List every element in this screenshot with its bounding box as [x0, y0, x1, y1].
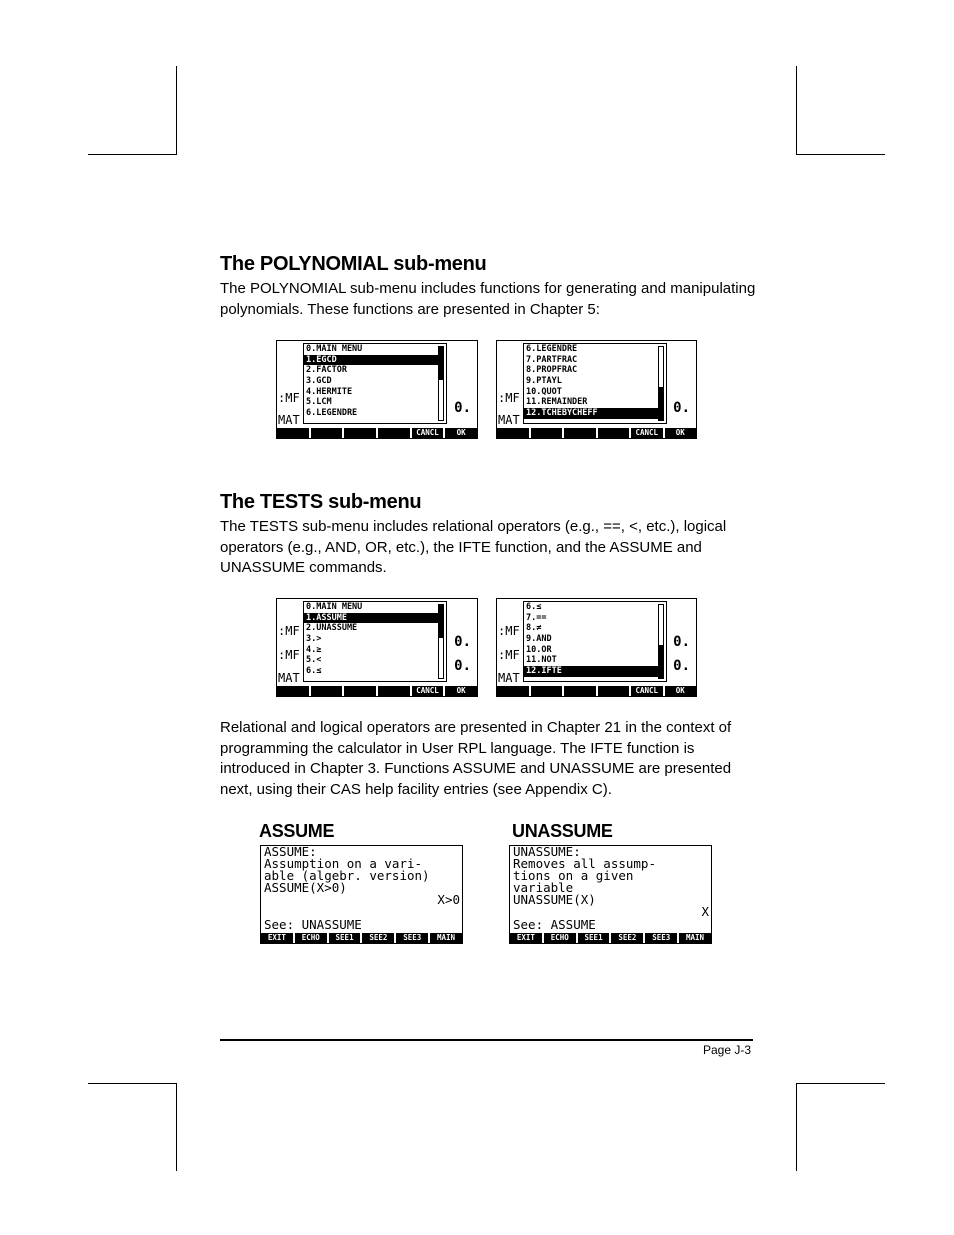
menu-item[interactable]: 3.> — [306, 634, 322, 645]
menu-item[interactable]: 7.== — [526, 612, 547, 623]
scrollbar-thumb[interactable] — [439, 347, 443, 380]
help-line: UNASSUME(X) — [513, 892, 596, 907]
menu-item[interactable]: 10.OR — [526, 644, 552, 655]
scrollbar-thumb[interactable] — [439, 605, 443, 638]
softkey-see1[interactable]: SEE1 — [576, 933, 610, 943]
help-line: ASSUME: — [264, 845, 317, 859]
softkey-blank[interactable] — [529, 428, 563, 438]
softkey-blank[interactable] — [277, 428, 309, 438]
help-line: Assumption on a vari- — [264, 856, 423, 871]
stack-label: :MF — [278, 391, 300, 405]
softkey-ok[interactable]: OK — [663, 686, 697, 696]
softkey-blank[interactable] — [497, 428, 529, 438]
crop-mark — [88, 154, 177, 155]
menu-item[interactable]: 8.PROPFRAC — [526, 365, 578, 376]
softkey-see2[interactable]: SEE2 — [609, 933, 643, 943]
softkey-ok[interactable]: OK — [663, 428, 697, 438]
softkey-blank[interactable] — [529, 686, 563, 696]
softkey-blank[interactable] — [596, 686, 630, 696]
stack-value: 0. — [454, 634, 471, 650]
softkey-cancl[interactable]: CANCL — [410, 428, 444, 438]
menu-item[interactable]: 0.MAIN MENU — [306, 344, 363, 354]
softkey-blank[interactable] — [309, 686, 343, 696]
softkey-echo[interactable]: ECHO — [542, 933, 576, 943]
softkey-cancl[interactable]: CANCL — [410, 686, 444, 696]
menu-item[interactable]: 4.HERMITE — [306, 386, 353, 397]
crop-mark — [88, 1083, 177, 1084]
section-body-polynomial: The POLYNOMIAL sub-menu includes functions for generating and manipulating polynomials. These functions are presented in Chapter 5: — [220, 280, 756, 318]
softkey-main[interactable]: MAIN — [677, 933, 711, 943]
softkey-cancl[interactable]: CANCL — [629, 428, 663, 438]
help-line: UNASSUME: — [513, 845, 581, 859]
stack-value: 0. — [454, 658, 471, 674]
calculator-screen-polynomial-2 — [496, 340, 697, 439]
soft-menu-bar — [277, 428, 477, 438]
caption-assume: ASSUME — [259, 821, 335, 841]
menu-item[interactable]: 8.≠ — [526, 623, 542, 634]
softkey-blank[interactable] — [596, 428, 630, 438]
softkey-echo[interactable]: ECHO — [293, 933, 327, 943]
menu-item[interactable]: 11.REMAINDER — [526, 397, 588, 408]
softkey-ok[interactable]: OK — [443, 686, 477, 696]
softkey-blank[interactable] — [376, 428, 410, 438]
menu-item-selected[interactable]: 1.ASSUME — [304, 613, 438, 624]
crop-mark — [176, 1083, 177, 1171]
soft-menu-bar — [497, 686, 696, 696]
menu-item[interactable]: 6.LEGENDRE — [526, 344, 578, 354]
crop-mark — [796, 154, 885, 155]
softkey-cancl[interactable]: CANCL — [629, 686, 663, 696]
menu-item[interactable]: 11.NOT — [526, 655, 557, 666]
crop-mark — [796, 1083, 797, 1171]
section-body-relational: Relational and logical operators are presented in Chapter 21 in the context of programming the calculator in User RPL language. The IFTE function is introduced in Chapter 3. Functions ASSUME and UNASSUME are presented next, using their CAS help facility entries (see Appendix C). — [220, 719, 732, 798]
help-line: ASSUME(X>0) — [264, 880, 347, 895]
help-screen-assume — [260, 845, 463, 944]
stack-value: 0. — [673, 658, 690, 674]
scrollbar[interactable] — [658, 604, 664, 679]
calculator-screen-tests-2 — [496, 598, 697, 697]
menu-item[interactable]: 6.LEGENDRE — [306, 408, 358, 419]
menu-item[interactable]: 9.AND — [526, 634, 552, 645]
softkey-see3[interactable]: SEE3 — [394, 933, 428, 943]
softkey-blank[interactable] — [562, 686, 596, 696]
stack-label: :MF — [498, 648, 520, 662]
scrollbar[interactable] — [438, 346, 444, 421]
soft-menu-bar — [277, 686, 477, 696]
menu-item[interactable]: 6.≤ — [306, 666, 322, 677]
section-heading-tests: The TESTS sub-menu — [220, 491, 422, 513]
menu-item-selected[interactable]: 12.TCHEBYCHEFF — [524, 408, 658, 419]
help-see: See: ASSUME — [513, 917, 596, 932]
soft-menu-bar — [510, 933, 711, 943]
stack-label: MAT — [498, 413, 520, 427]
scrollbar[interactable] — [658, 346, 664, 421]
help-result: X — [701, 904, 709, 919]
softkey-exit[interactable]: EXIT — [516, 933, 535, 942]
choose-box — [523, 343, 667, 424]
calculator-screen-tests-1 — [276, 598, 478, 697]
menu-item[interactable]: 2.FACTOR — [306, 365, 347, 376]
softkey-exit[interactable]: EXIT — [267, 933, 286, 942]
softkey-blank[interactable] — [376, 686, 410, 696]
stack-value: 0. — [454, 400, 471, 416]
menu-item[interactable]: 7.PARTFRAC — [526, 354, 578, 365]
help-line: variable — [513, 880, 574, 895]
crop-mark — [176, 66, 177, 154]
scrollbar-thumb[interactable] — [659, 387, 663, 420]
menu-item[interactable]: 0.MAIN MENU — [306, 602, 363, 612]
section-heading-polynomial: The POLYNOMIAL sub-menu — [220, 253, 487, 275]
help-line: tions on a given — [513, 868, 634, 883]
softkey-blank[interactable] — [342, 428, 376, 438]
softkey-blank[interactable] — [497, 686, 529, 696]
stack-label: MAT — [278, 671, 300, 685]
menu-item[interactable]: 9.PTAYL — [526, 376, 562, 387]
scrollbar[interactable] — [438, 604, 444, 679]
menu-item-selected[interactable]: 1.EGCD — [304, 355, 438, 366]
menu-item[interactable]: 3.GCD — [306, 376, 332, 387]
footer-rule — [220, 1039, 753, 1041]
soft-menu-bar — [261, 933, 462, 943]
stack-label: :MF — [498, 391, 520, 405]
help-screen-unassume — [509, 845, 712, 944]
menu-item[interactable]: 2.UNASSUME — [306, 623, 358, 634]
soft-menu-bar — [497, 428, 696, 438]
page-number: Page J-3 — [702, 1043, 751, 1057]
softkey-blank[interactable] — [562, 428, 596, 438]
help-result: X>0 — [437, 892, 460, 907]
help-line: Removes all assump- — [513, 856, 656, 871]
stack-label: :MF — [278, 648, 300, 662]
caption-unassume: UNASSUME — [512, 821, 613, 841]
scrollbar-thumb[interactable] — [659, 645, 663, 678]
softkey-blank[interactable] — [342, 686, 376, 696]
softkey-see2[interactable]: SEE2 — [360, 933, 394, 943]
section-body-tests: The TESTS sub-menu includes relational operators (e.g., ==, <, etc.), logical operators (e.g., AND, OR, etc.), the IFTE function, and the ASSUME and UNASSUME commands. — [220, 518, 727, 577]
crop-mark — [796, 1083, 885, 1084]
stack-label: MAT — [278, 413, 300, 427]
crop-mark — [796, 66, 797, 154]
softkey-see3[interactable]: SEE3 — [643, 933, 677, 943]
calculator-screen-polynomial-1 — [276, 340, 478, 439]
help-see: See: UNASSUME — [264, 917, 362, 932]
stack-value: 0. — [673, 400, 690, 416]
menu-item[interactable]: 5.< — [306, 655, 322, 666]
softkey-blank[interactable] — [309, 428, 343, 438]
stack-label: :MF — [498, 624, 520, 638]
menu-item[interactable]: 5.LCM — [306, 397, 332, 408]
softkey-see1[interactable]: SEE1 — [327, 933, 361, 943]
softkey-blank[interactable] — [277, 686, 309, 696]
help-line: able (algebr. version) — [264, 868, 430, 883]
menu-item-selected[interactable]: 12.IFTE — [524, 666, 658, 677]
menu-item[interactable]: 10.QUOT — [526, 386, 562, 397]
softkey-ok[interactable]: OK — [443, 428, 477, 438]
choose-box — [523, 601, 667, 682]
choose-box — [303, 343, 447, 424]
softkey-main[interactable]: MAIN — [428, 933, 462, 943]
menu-item[interactable]: 4.≥ — [306, 644, 322, 655]
stack-label: :MF — [278, 624, 300, 638]
choose-box — [303, 601, 447, 682]
stack-value: 0. — [673, 634, 690, 650]
menu-item[interactable]: 6.≤ — [526, 602, 542, 612]
stack-label: MAT — [498, 671, 520, 685]
